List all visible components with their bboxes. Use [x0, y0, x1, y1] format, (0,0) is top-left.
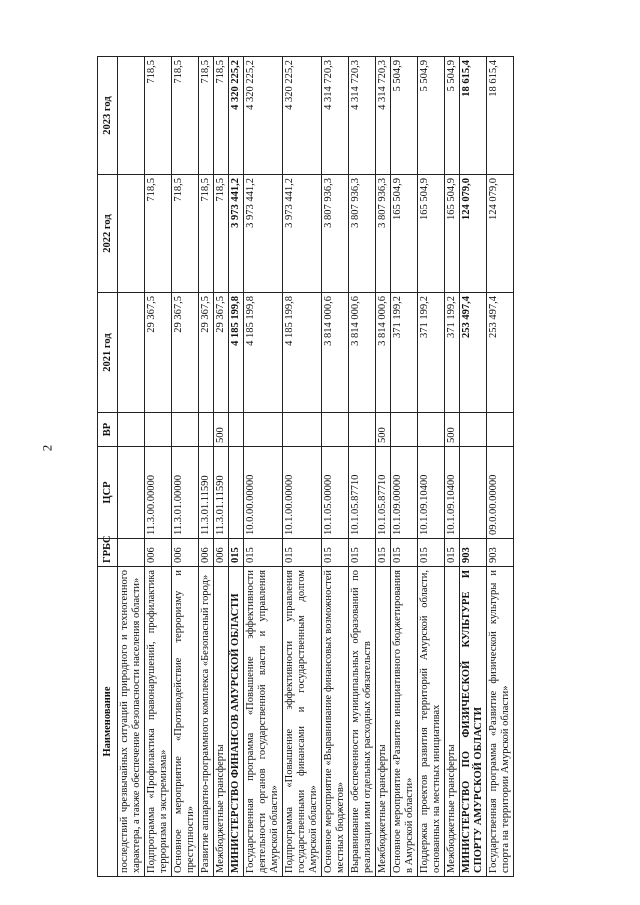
cell-2021: [118, 293, 145, 413]
cell-2022: 3 973 441,2: [229, 175, 244, 293]
cell-vr: [391, 413, 418, 447]
cell-grbs: 006: [172, 539, 199, 567]
cell-grbs: 015: [445, 539, 460, 567]
cell-vr: [199, 413, 214, 447]
cell-csr: 11.3.01.00000: [172, 447, 199, 539]
cell-vr: 500: [214, 413, 229, 447]
cell-vr: [283, 413, 322, 447]
cell-grbs: 015: [391, 539, 418, 567]
cell-name: Основное мероприятие «Выравнивание финансовых возможностей местных бюджетов»: [322, 567, 349, 877]
cell-2021: 253 497,4: [460, 293, 487, 413]
table-row: [145, 57, 172, 877]
cell-name: Межбюджетные трансферты: [445, 567, 460, 877]
header-vr: ВР: [98, 413, 118, 447]
header-year-2021: 2021 год: [98, 293, 118, 413]
cell-2023: 4 320 225,2: [244, 57, 283, 175]
cell-vr: [349, 413, 376, 447]
table-row: [322, 57, 349, 877]
cell-vr: [322, 413, 349, 447]
cell-2022: 165 504,9: [445, 175, 460, 293]
cell-2023: 5 504,9: [445, 57, 460, 175]
cell-vr: [145, 413, 172, 447]
cell-csr: 09.0.00.00000: [487, 447, 514, 539]
cell-2021: 29 367,5: [172, 293, 199, 413]
cell-2021: 4 185 199,8: [229, 293, 244, 413]
cell-2023: 718,5: [172, 57, 199, 175]
header-name: Наименование: [98, 567, 118, 877]
budget-table: [97, 56, 514, 877]
cell-2023: 4 314 720,3: [376, 57, 391, 175]
cell-vr: 500: [376, 413, 391, 447]
cell-2023: 4 320 225,2: [283, 57, 322, 175]
cell-vr: [418, 413, 445, 447]
cell-2021: 3 814 000,6: [322, 293, 349, 413]
cell-csr: [229, 447, 244, 539]
cell-2023: 4 314 720,3: [322, 57, 349, 175]
cell-name: Основное мероприятие «Развитие инициативного бюджетирования в Амурской области»: [391, 567, 418, 877]
cell-name: Государственная программа «Развитие физической культуры и спорта на территории Амурской области»: [487, 567, 514, 877]
cell-2023: 4 314 720,3: [349, 57, 376, 175]
cell-name: Основное мероприятие «Противодействие терроризму и преступности»: [172, 567, 199, 877]
header-year-2023: 2023 год: [98, 57, 118, 175]
cell-grbs: 006: [145, 539, 172, 567]
cell-vr: [172, 413, 199, 447]
cell-2021: 29 367,5: [214, 293, 229, 413]
cell-2022: 124 079,0: [460, 175, 487, 293]
table-row: [460, 57, 487, 877]
cell-2021: 371 199,2: [445, 293, 460, 413]
cell-name: МИНИСТЕРСТВО ФИНАНСОВ АМУРСКОЙ ОБЛАСТИ: [229, 567, 244, 877]
table-row: [214, 57, 229, 877]
cell-vr: [244, 413, 283, 447]
table-row: [172, 57, 199, 877]
cell-2023: [118, 57, 145, 175]
cell-2021: 4 185 199,8: [244, 293, 283, 413]
cell-name: Подпрограмма «Профилактика правонарушений, профилактика терроризма и экстремизма»: [145, 567, 172, 877]
cell-2021: 29 367,5: [199, 293, 214, 413]
cell-2022: 3 973 441,2: [283, 175, 322, 293]
cell-vr: [460, 413, 487, 447]
table-header-row: [98, 57, 118, 877]
cell-2023: 18 615,4: [460, 57, 487, 175]
cell-grbs: 015: [283, 539, 322, 567]
cell-csr: 10.1.09.00000: [391, 447, 418, 539]
cell-csr: 11.3.01.11590: [214, 447, 229, 539]
cell-grbs: 903: [460, 539, 487, 567]
table-row: [376, 57, 391, 877]
cell-2023: 718,5: [199, 57, 214, 175]
cell-2022: 165 504,9: [391, 175, 418, 293]
cell-2021: 371 199,2: [391, 293, 418, 413]
page-number: 2: [39, 444, 55, 452]
cell-grbs: 015: [418, 539, 445, 567]
cell-csr: [118, 447, 145, 539]
cell-2022: 3 807 936,3: [376, 175, 391, 293]
cell-2021: 3 814 000,6: [376, 293, 391, 413]
cell-csr: 10.1.09.10400: [445, 447, 460, 539]
cell-vr: [118, 413, 145, 447]
cell-name: МИНИСТЕРСТВО ПО ФИЗИЧЕСКОЙ КУЛЬТУРЕ И СПОРТУ АМУРСКОЙ ОБЛАСТИ: [460, 567, 487, 877]
table-row: [118, 57, 145, 877]
cell-grbs: 903: [487, 539, 514, 567]
cell-2022: 3 807 936,3: [349, 175, 376, 293]
cell-name: Межбюджетные трансферты: [376, 567, 391, 877]
cell-csr: 11.3.01.11590: [199, 447, 214, 539]
rotated-page-content: [97, 57, 607, 877]
cell-2021: 3 814 000,6: [349, 293, 376, 413]
table-row: [445, 57, 460, 877]
cell-name: Подпрограмма «Повышение эффективности управления государственными финансами и государственным долгом Амурской области»: [283, 567, 322, 877]
table-row: [199, 57, 214, 877]
header-csr: ЦСР: [98, 447, 118, 539]
cell-2022: 165 504,9: [418, 175, 445, 293]
cell-grbs: [118, 539, 145, 567]
cell-2022: 718,5: [145, 175, 172, 293]
cell-grbs: 006: [214, 539, 229, 567]
cell-grbs: 006: [199, 539, 214, 567]
cell-name: Поддержка проектов развития территорий Амурской области, основанных на местных инициативах: [418, 567, 445, 877]
cell-2023: 5 504,9: [391, 57, 418, 175]
cell-2022: 718,5: [199, 175, 214, 293]
table-row: [283, 57, 322, 877]
cell-grbs: 015: [349, 539, 376, 567]
cell-grbs: 015: [229, 539, 244, 567]
cell-vr: [487, 413, 514, 447]
cell-grbs: 015: [322, 539, 349, 567]
cell-csr: 10.1.05.87710: [376, 447, 391, 539]
header-year-2022: 2022 год: [98, 175, 118, 293]
cell-csr: 10.1.00.00000: [283, 447, 322, 539]
table-row: [487, 57, 514, 877]
cell-2021: 253 497,4: [487, 293, 514, 413]
table-row: [244, 57, 283, 877]
cell-2021: 29 367,5: [145, 293, 172, 413]
cell-csr: 11.3.00.00000: [145, 447, 172, 539]
cell-name: Межбюджетные трансферты: [214, 567, 229, 877]
cell-name: Государственная программа «Повышение эффективности деятельности органов государственной власти и управления Амурской области»: [244, 567, 283, 877]
cell-name: Развитие аппаратно-программного комплекса «Безопасный город»: [199, 567, 214, 877]
cell-name: последствий чрезвычайных ситуаций природного и техногенного характера, а также обеспечение безопасности населения области»: [118, 567, 145, 877]
cell-2022: 3 973 441,2: [244, 175, 283, 293]
cell-2023: 5 504,9: [418, 57, 445, 175]
cell-2023: 718,5: [214, 57, 229, 175]
cell-name: Выравнивание обеспеченности муниципальных образований по реализации ими отдельных расходных обязательств: [349, 567, 376, 877]
table-row: [229, 57, 244, 877]
table-body: [118, 57, 514, 877]
cell-grbs: 015: [244, 539, 283, 567]
cell-csr: [460, 447, 487, 539]
table-row: [418, 57, 445, 877]
cell-csr: 10.1.05.00000: [322, 447, 349, 539]
cell-grbs: 015: [376, 539, 391, 567]
cell-csr: 10.1.05.87710: [349, 447, 376, 539]
cell-2021: 371 199,2: [418, 293, 445, 413]
cell-vr: 500: [445, 413, 460, 447]
cell-2022: 3 807 936,3: [322, 175, 349, 293]
header-grbs: ГРБС: [98, 539, 118, 567]
cell-2022: [118, 175, 145, 293]
cell-2021: 4 185 199,8: [283, 293, 322, 413]
table-row: [349, 57, 376, 877]
cell-2023: 718,5: [145, 57, 172, 175]
table-row: [391, 57, 418, 877]
cell-csr: 10.1.09.10400: [418, 447, 445, 539]
cell-2022: 718,5: [214, 175, 229, 293]
cell-2023: 18 615,4: [487, 57, 514, 175]
cell-vr: [229, 413, 244, 447]
cell-2022: 718,5: [172, 175, 199, 293]
cell-2023: 4 320 225,2: [229, 57, 244, 175]
cell-2022: 124 079,0: [487, 175, 514, 293]
cell-csr: 10.0.00.00000: [244, 447, 283, 539]
